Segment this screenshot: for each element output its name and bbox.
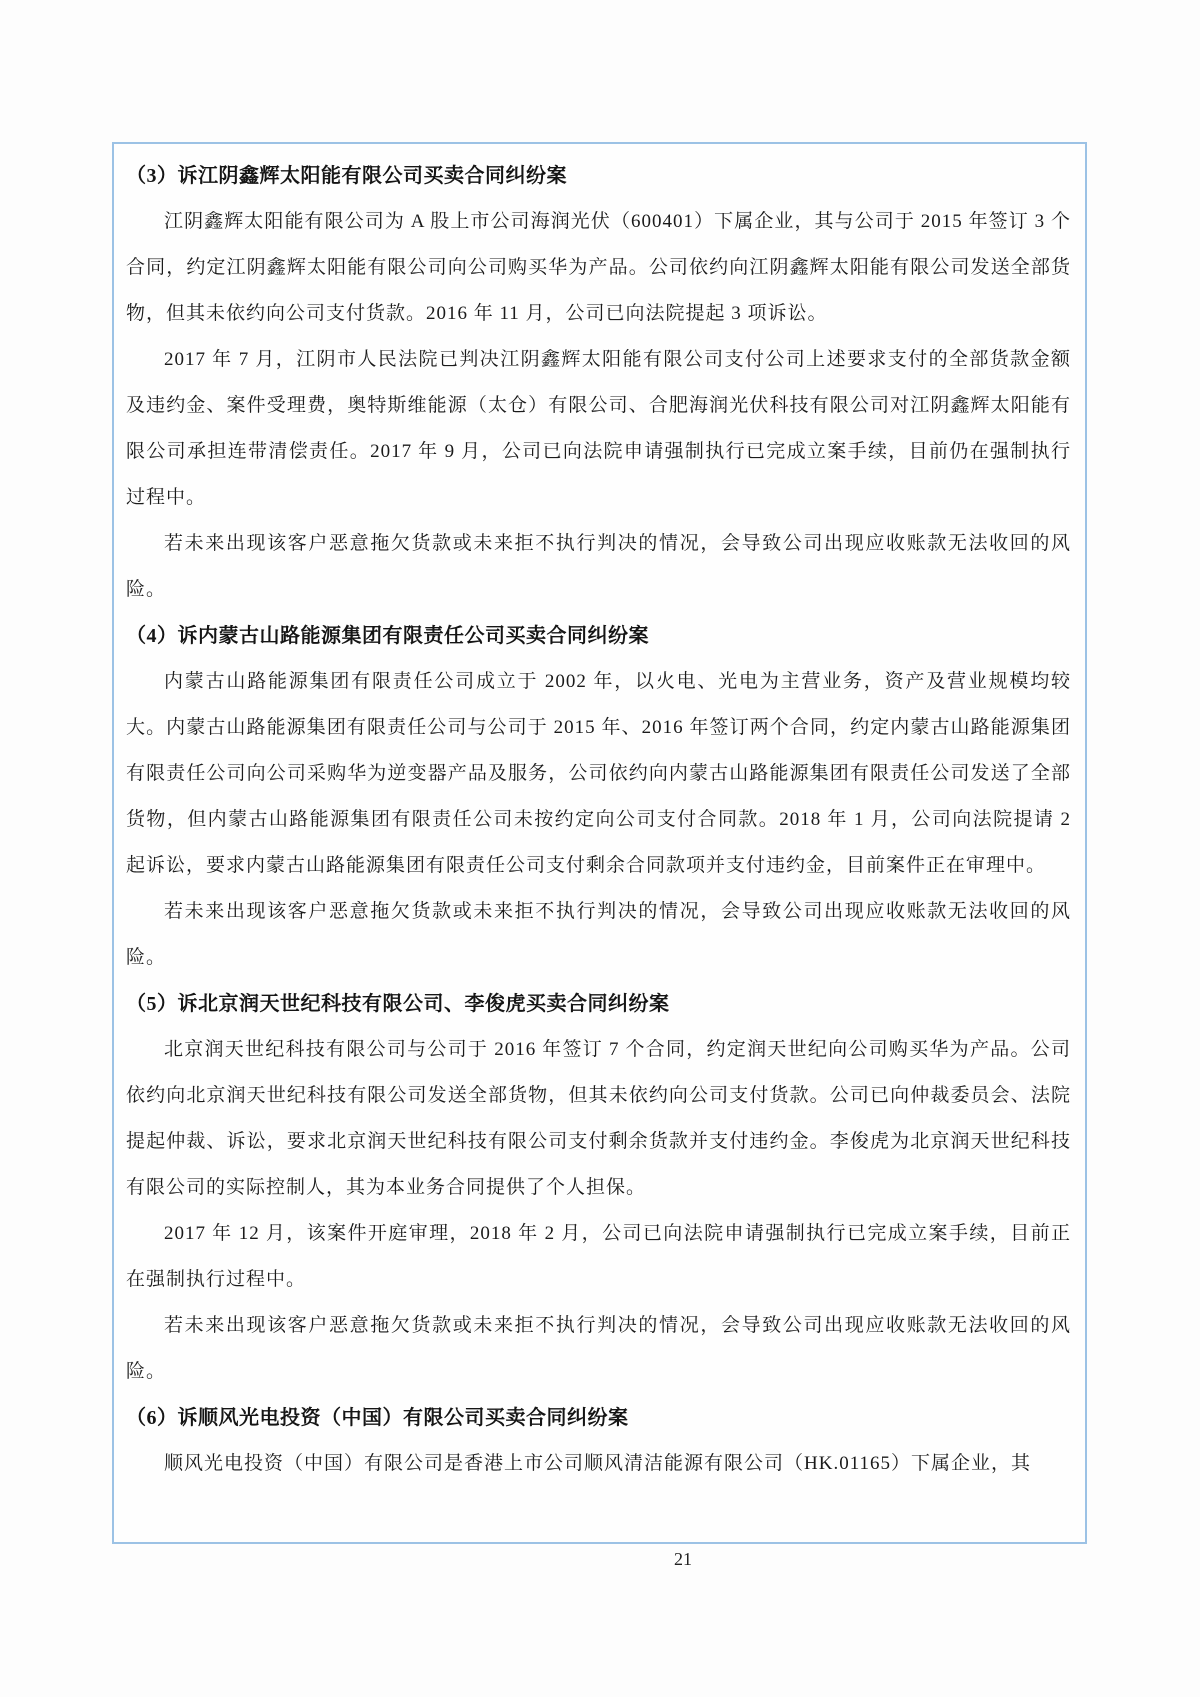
page-number: 21 [674,1549,692,1569]
case-heading: （4）诉内蒙古山路能源集团有限责任公司买卖合同纠纷案 [126,625,649,647]
case-paragraph: 若未来出现该客户恶意拖欠货款或未来拒不执行判决的情况，会导致公司出现应收账款无法收回的风险。 [126,901,1071,968]
case-paragraph: 若未来出现该客户恶意拖欠货款或未来拒不执行判决的情况，会导致公司出现应收账款无法收回的风险。 [126,1315,1071,1382]
case-paragraph: 北京润天世纪科技有限公司与公司于 2016 年签订 7 个合同，约定润天世纪向公司购买华为产品。公司依约向北京润天世纪科技有限公司发送全部货物，但其未依约向公司支付货款。公司已向仲裁委员会、法院提起仲裁、诉讼，要求北京润天世纪科技有限公司支付剩余货款并支付违约金。李俊虎为北京润天世纪科技有限公司的实际控制人，其为本业务合同提供了个人担保。 [126,1039,1071,1198]
case-paragraph: 2017 年 7 月，江阴市人民法院已判决江阴鑫辉太阳能有限公司支付公司上述要求支付的全部货款金额及违约金、案件受理费，奥特斯维能源（太仓）有限公司、合肥海润光伏科技有限公司对江阴鑫辉太阳能有限公司承担连带清偿责任。2017 年 9 月，公司已向法院申请强制执行已完成立案手续，目前仍在强制执行过程中。 [126,349,1071,508]
content-border-box [112,142,1087,1544]
case-section-6 [126,1395,1071,1487]
case-paragraph: 若未来出现该客户恶意拖欠货款或未来拒不执行判决的情况，会导致公司出现应收账款无法收回的风险。 [126,533,1071,600]
case-section-5 [126,981,1071,1395]
case-section-3 [126,153,1071,613]
case-heading: （6）诉顺风光电投资（中国）有限公司买卖合同纠纷案 [126,1407,629,1429]
case-heading: （3）诉江阴鑫辉太阳能有限公司买卖合同纠纷案 [126,165,567,187]
case-paragraph: 江阴鑫辉太阳能有限公司为 A 股上市公司海润光伏（600401）下属企业，其与公司于 2015 年签订 3 个合同，约定江阴鑫辉太阳能有限公司向公司购买华为产品。公司依约向江阴鑫辉太阳能有限公司发送全部货物，但其未依约向公司支付货款。2016 年 11 月，公司已向法院提起 3 项诉讼。 [126,211,1071,324]
case-paragraph: 2017 年 12 月，该案件开庭审理，2018 年 2 月，公司已向法院申请强制执行已完成立案手续，目前正在强制执行过程中。 [126,1223,1071,1290]
case-heading: （5）诉北京润天世纪科技有限公司、李俊虎买卖合同纠纷案 [126,993,670,1015]
case-paragraph: 顺风光电投资（中国）有限公司是香港上市公司顺风清洁能源有限公司（HK.01165）下属企业，其 [164,1453,1031,1474]
case-paragraph: 内蒙古山路能源集团有限责任公司成立于 2002 年，以火电、光电为主营业务，资产及营业规模均较大。内蒙古山路能源集团有限责任公司与公司于 2015 年、2016 年签订两个合同，约定内蒙古山路能源集团有限责任公司向公司采购华为逆变器产品及服务，公司依约向内蒙古山路能源集团有限责任公司发送了全部货物，但内蒙古山路能源集团有限责任公司未按约定向公司支付合同款。2018 年 1 月，公司向法院提请 2 起诉讼，要求内蒙古山路能源集团有限责任公司支付剩余合同款项并支付违约金，目前案件正在审理中。 [126,671,1071,876]
case-section-4 [126,613,1071,981]
